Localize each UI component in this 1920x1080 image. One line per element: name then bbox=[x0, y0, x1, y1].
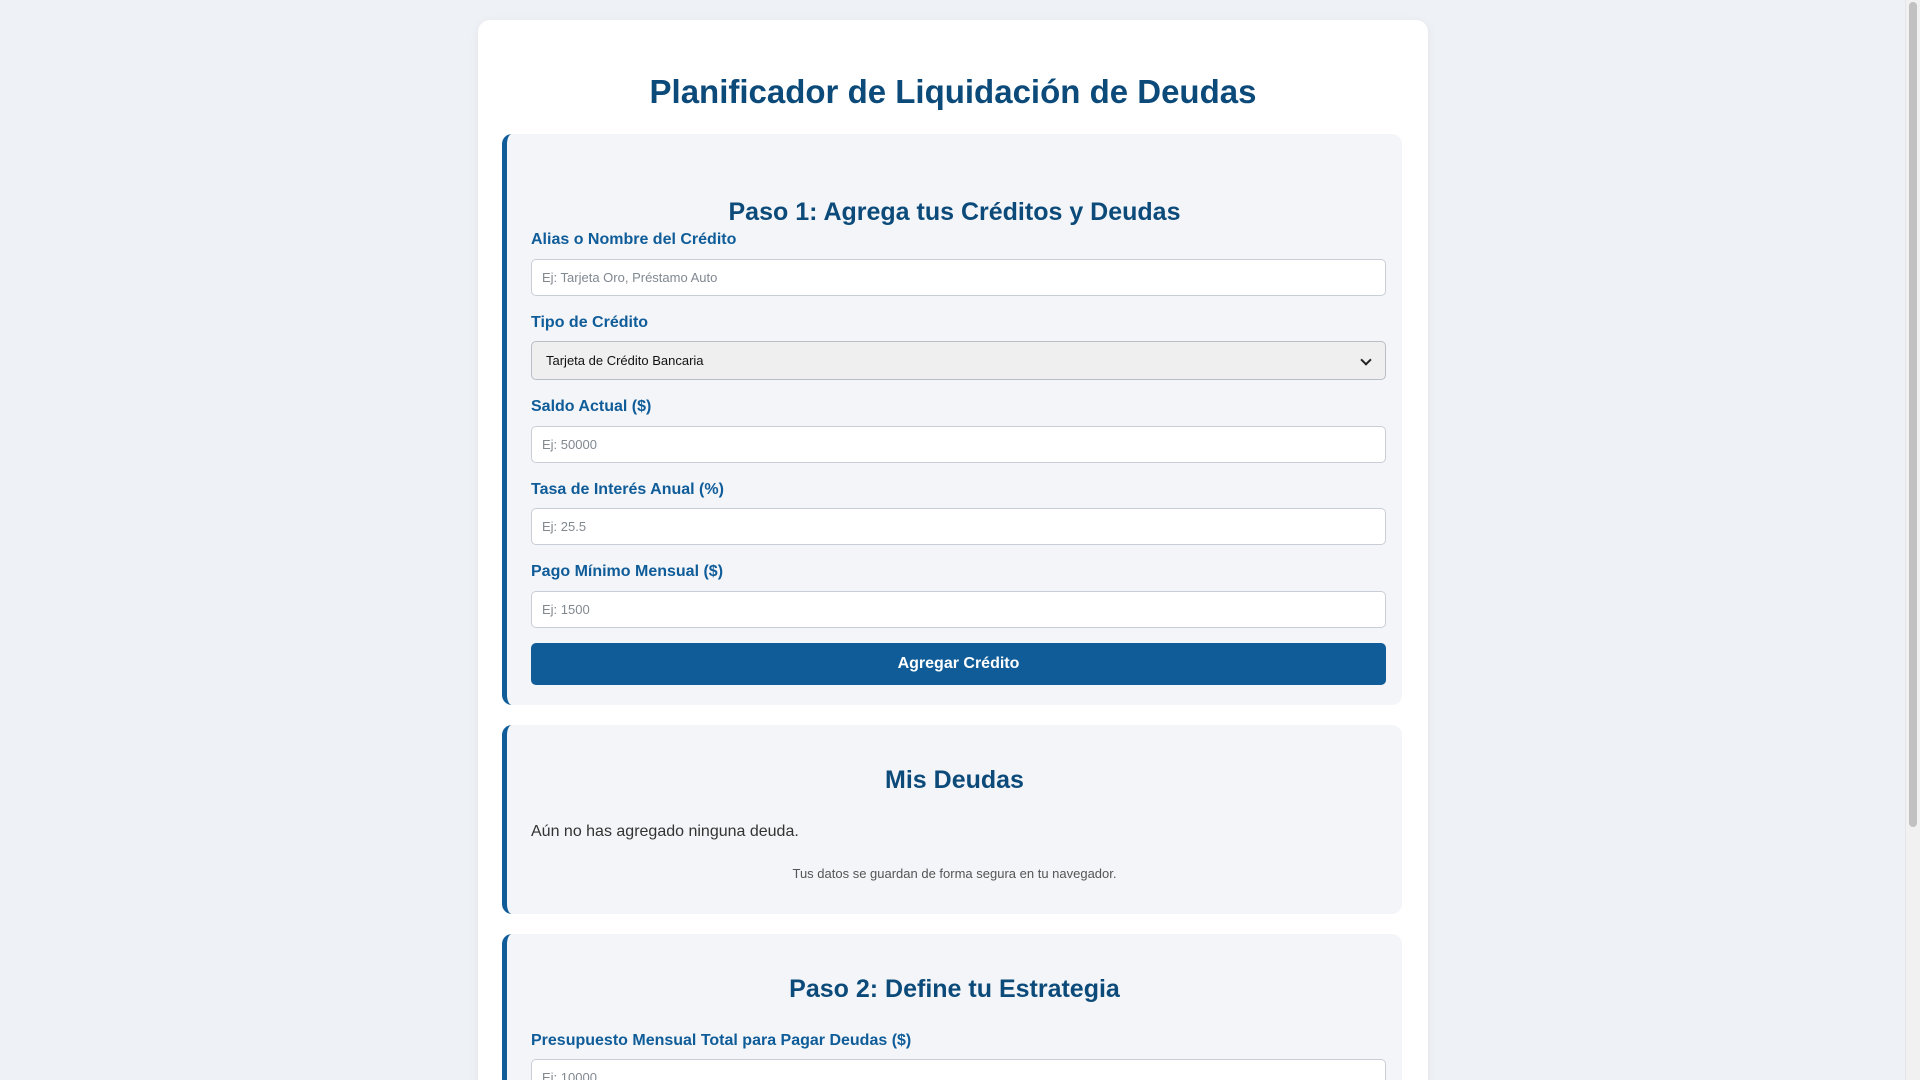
budget-input[interactable] bbox=[531, 1059, 1386, 1080]
interest-rate-label: Tasa de Interés Anual (%) bbox=[531, 481, 724, 498]
interest-rate-input[interactable] bbox=[531, 508, 1386, 545]
chevron-down-icon bbox=[1361, 356, 1371, 366]
min-payment-input[interactable] bbox=[531, 591, 1386, 628]
credit-type-label: Tipo de Crédito bbox=[531, 314, 649, 331]
scrollbar-thumb[interactable] bbox=[1909, 2, 1917, 827]
strategy-card bbox=[502, 934, 1402, 1080]
storage-note: Tus datos se guardan de forma segura en tu navegador. bbox=[792, 866, 1117, 881]
add-credit-card bbox=[502, 134, 1402, 705]
credit-type-select[interactable] bbox=[531, 341, 1386, 380]
min-payment-label: Pago Mínimo Mensual ($) bbox=[531, 563, 724, 580]
alias-input[interactable] bbox=[531, 259, 1386, 296]
step1-title: Paso 1: Agrega tus Créditos y Deudas bbox=[728, 198, 1181, 226]
balance-input[interactable] bbox=[531, 426, 1386, 463]
vertical-scrollbar[interactable] bbox=[1905, 0, 1920, 1080]
balance-label: Saldo Actual ($) bbox=[531, 398, 652, 415]
alias-label: Alias o Nombre del Crédito bbox=[531, 231, 737, 248]
my-debts-card bbox=[502, 725, 1402, 914]
credit-type-selected-value: Tarjeta de Crédito Bancaria bbox=[546, 353, 704, 368]
my-debts-title: Mis Deudas bbox=[885, 766, 1024, 794]
budget-label: Presupuesto Mensual Total para Pagar Deudas ($) bbox=[531, 1032, 912, 1049]
empty-debts-message: Aún no has agregado ninguna deuda. bbox=[531, 823, 799, 840]
add-credit-button[interactable]: Agregar Crédito bbox=[531, 643, 1386, 685]
planner-container bbox=[478, 20, 1428, 1080]
page-title: Planificador de Liquidación de Deudas bbox=[649, 73, 1257, 110]
step2-title: Paso 2: Define tu Estrategia bbox=[789, 975, 1120, 1003]
